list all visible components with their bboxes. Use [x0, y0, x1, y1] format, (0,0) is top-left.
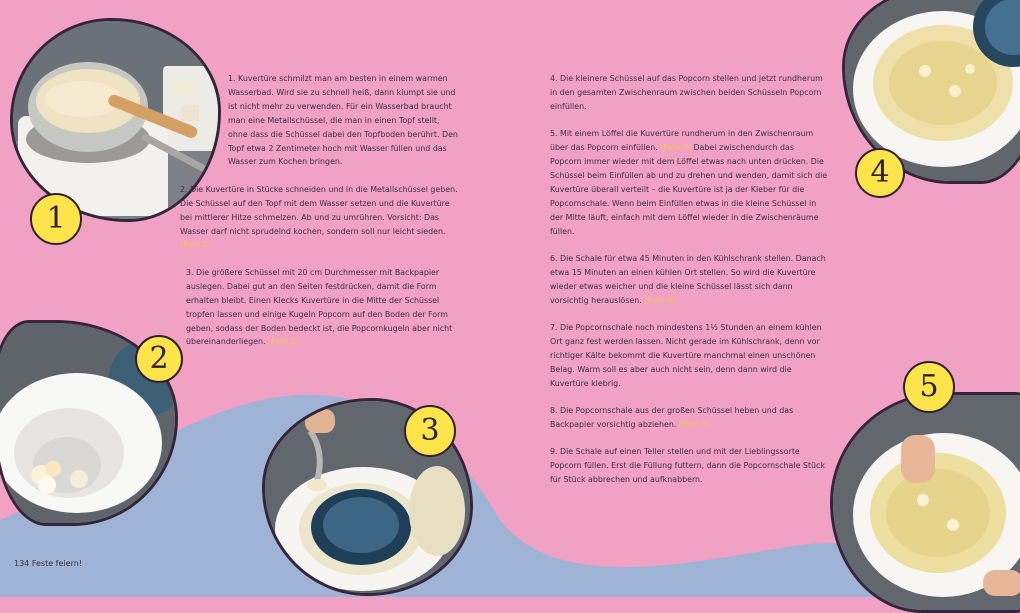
photo-ref: (Foto 5) [678, 420, 710, 430]
step-6: 6. Die Schale für etwa 45 Minuten in den Kühlschrank stellen. Danach etwa 15 Minuten an einen kühlen Ort stellen. So wird die Kuvertüre wieder etwas weicher und die kleine Schüssel lässt sich dann vorsichtig herauslösen. (Foto 4) [550, 253, 826, 305]
book-title: Feste feiern! [31, 559, 82, 568]
step-5: 5. Mit einem Löffel die Kuvertüre rundherum in den Zwischenraum über das Popcorn einfüllen. (Foto 3) Dabei zwischendurch das Popcorn immer wieder mit dem Löffel etwas nach unten drücken. Die Schüssel beim Einfüllen ab und zu drehen und wenden, damit sich die Kuvertüre überall verteilt – die Kuvertüre ist ja der Kleber für die Popcornschale. Wenn beim Einfüllen etwas in die kleine Schüssel in der Mitte läuft, einfach mit dem Löffel wieder in die Zwischenräume füllen. [550, 129, 828, 236]
step-2: 2. Die Kuvertüre in Stücke schneiden und in die Metallschüssel geben. Die Schüssel auf den Topf mit dem Wasser setzen und die Kuvertüre bei mittlerer Hitze schmelzen. Ab und zu umrühren. Vorsicht: Das Wasser darf nicht sprudelnd kochen, sondern soll nur leicht sieden. (Foto 1) [180, 184, 458, 250]
step-3: 3. Die größere Schüssel mit 20 cm Durchmesser mit Backpapier auslegen. Dabei gut an den Seiten festdrücken, damit die Form erhalten bleibt. Einen Klecks Kuvertüre in die Mitte der Schüssel tropfen lassen und einige Kugeln Popcorn auf den Boden der Form geben, sodass der Boden bedeckt ist, die Popcornkugeln aber nicht übereinanderliegen. (Foto 2) [186, 267, 453, 347]
page-footer [14, 559, 82, 568]
page-number: 134 [14, 559, 30, 568]
step-badge-3: 3 [404, 405, 456, 457]
photo-ref: (Foto 3) [660, 143, 691, 153]
step-8: 8. Die Popcornschale aus der großen Schüssel heben und das Backpapier vorsichtig abziehen. (Foto 5) [550, 406, 794, 430]
step-9: 9. Die Schale auf einen Teller stellen und mit der Lieblingssorte Popcorn füllen. Erst die Füllung futtern, dann die Popcornschale Stück für Stück abbrechen und aufknabbern. [550, 447, 825, 485]
instructions-left [176, 72, 461, 363]
step-4: 4. Die kleinere Schüssel auf das Popcorn stellen und jetzt rundherum in den gesamten Zwischenraum zwischen beiden Schüsseln Popcorn einfüllen. [550, 74, 823, 111]
step-7: 7. Die Popcornschale noch mindestens 1½ Stunden an einem kühlen Ort ganz fest werden lassen. Nicht gerade im Kühlschrank, denn vor richtiger Kälte bekommt die Kuvertüre manchmal einen unschönen Belag. Warm soll es aber auch nicht sein, denn dann wird die Kuvertüre klebrig. [550, 323, 822, 388]
photo-ref: (Foto 2) [268, 337, 299, 347]
instructions-right [550, 72, 828, 501]
step-badge-2: 2 [135, 335, 183, 383]
step-badge-5: 5 [903, 361, 955, 413]
step-badge-4: 4 [855, 148, 905, 198]
step-1: 1. Kuvertüre schmilzt man am besten in einem warmen Wasserbad. Wird sie zu schnell heiß, dann klumpt sie und ist nicht mehr zu verwenden. Für ein Wasserbad braucht man eine Metallschüssel, die man in einen Topf stellt, ohne dass die Schüssel dabei den Topfboden berührt. Den Topf etwa 2 Zentimeter hoch mit Wasser füllen und das Wasser zum Kochen bringen. [228, 74, 458, 167]
photo-ref: (Foto 4) [644, 295, 675, 305]
photo-ref: (Foto 1) [180, 240, 211, 250]
step-badge-1: 1 [30, 193, 82, 245]
